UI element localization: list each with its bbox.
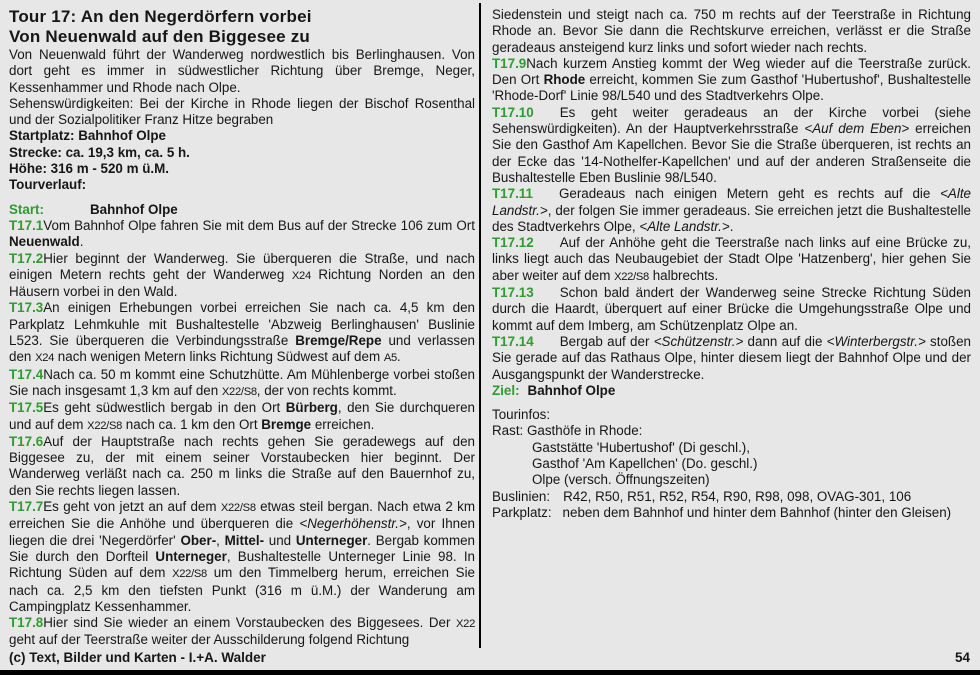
- rast-entry-2: [492, 456, 971, 472]
- text-segment: Es geht weiter geradeaus an der Kirche vorbei (siehe Sehenswürdigkeiten). An der Hauptverkehrsstraße: [492, 104, 971, 137]
- text-segment: Gasthof 'Am Kapellchen' (Do. geschl.): [532, 456, 758, 472]
- bold-text: Tourverlauf:: [9, 177, 87, 193]
- text-segment: etwas steil bergan. Nach etwa 2 km erreichen Sie die Anhöhe und überqueren die: [9, 499, 475, 532]
- text-segment: , den Sie durchqueren und auf dem: [9, 400, 475, 432]
- waypoint-label: T17.13: [492, 285, 534, 301]
- text-segment: , vor Ihnen liegen die drei 'Negerdörfer': [9, 516, 475, 548]
- text-segment: Siedenstein und steigt nach ca. 750 m rechts auf der Teerstraße in Richtung Rhode an. Bevor Sie dann die Rechtskurve erreichen, verlässt er die Straße geradeaus ansteigend kurz links und sofort wieder nach rechts.: [492, 7, 971, 55]
- street-name: <Negerhöhenstr.>: [299, 516, 407, 532]
- text-segment: , der folgen Sie immer geradeaus. Sie erreichen jetzt die Bushaltestelle des Stadtverkehrs Olpe,: [492, 202, 971, 234]
- strecke-line: [9, 145, 475, 161]
- waypoint-label: T17.14: [492, 333, 534, 349]
- text-segment: Vom Bahnhof Olpe fahren Sie mit dem Bus auf der Strecke 106 zum Ort: [43, 217, 475, 233]
- tab-spacer: [534, 345, 560, 346]
- bold-text: Unterneger: [295, 532, 368, 548]
- tab-spacer: [520, 394, 528, 395]
- text-segment: .: [79, 234, 84, 250]
- route-badge: X24: [35, 352, 55, 365]
- intro-paragraph: [9, 47, 475, 96]
- hoehe-line: [9, 161, 475, 177]
- text-segment: Tour 17: An den Negerdörfern vorbei: [9, 7, 312, 26]
- street-name: <Alte Landstr.>: [639, 218, 730, 234]
- text-segment: halbrechts.: [648, 267, 719, 283]
- text-segment: Hier beginnt der Wanderweg. Sie überqueren die Straße, und nach einigen Metern rechts geht der Wanderweg: [9, 250, 475, 282]
- text-segment: ,: [216, 532, 225, 548]
- bold-text: Strecke: ca. 19,3 km, ca. 5 h.: [9, 144, 190, 160]
- street-name: <Schützenstr.>: [653, 333, 744, 349]
- bold-text: Bremge: [261, 416, 312, 432]
- tab-spacer: [552, 516, 563, 517]
- text-segment: Von Neuenwald auf den Biggesee zu: [9, 27, 310, 46]
- bold-text: Rhode: [543, 72, 586, 88]
- route-badge: A5: [383, 352, 397, 365]
- text-segment: . Bergab kommen Sie durch den Dorfteil: [9, 532, 475, 564]
- waypoint-label: T17.9: [492, 55, 527, 71]
- route-badge: X22/S8: [172, 568, 207, 581]
- text-segment: Von Neuenwald führt der Wanderweg nordwestlich bis Berlinghausen. Von dort geht es immer in südwestlicher Richtung über Bremge, Neger, Kessenhammer und Rhode nach Olpe.: [9, 47, 475, 95]
- waypoint-t17-4: [9, 367, 475, 401]
- copyright-text: (c) Text, Bilder und Karten - I.+A. Walder: [9, 650, 266, 665]
- text-segment: nach wenigen Metern links Richtung Südwest auf dem: [54, 349, 384, 365]
- text-segment: und: [264, 532, 296, 548]
- waypoint-label: T17.1: [9, 217, 44, 233]
- bold-text: Neuenwald: [9, 234, 80, 250]
- waypoint-t17-14: [492, 334, 971, 383]
- waypoint-label: T17.3: [9, 300, 44, 316]
- text-segment: , der von rechts kommt.: [256, 382, 397, 398]
- route-badge: X22/S8: [220, 502, 256, 515]
- text-segment: Sehenswürdigkeiten: Bei der Kirche in Rhode liegen der Bischof Rosenthal und der Sozialpolitiker Franz Hitze begraben: [9, 95, 475, 128]
- street-name: <Winterbergstr.>: [826, 333, 926, 349]
- text-segment: geht auf der Teerstraße weiter der Ausschilderung folgend Richtung: [9, 632, 410, 648]
- buslinien-line: [492, 489, 971, 505]
- street-name: <Auf dem Eben>: [804, 121, 910, 137]
- waypoint-label: T17.4: [9, 366, 44, 382]
- text-column-left: [9, 7, 475, 649]
- continuation-paragraph: [492, 7, 971, 56]
- waypoint-t17-13: [492, 285, 971, 334]
- text-segment: Auf der Hauptstraße nach rechts gehen Sie geradewegs auf den Biggesee zu, der mit einem seiner Vorstaubecken hier beginnt. Der Wanderweg verläßt nach ca. 250 m links die Straße auf den Bauernhof zu, den Sie rechts liegen lassen.: [9, 433, 475, 498]
- text-segment: erreichen.: [311, 416, 375, 432]
- text-segment: dann auf die: [743, 333, 827, 349]
- bold-text: Bahnhof Olpe: [527, 382, 616, 398]
- bold-text: Ober-: [180, 532, 217, 548]
- text-segment: Auf der Anhöhe geht die Teerstraße nach links auf eine Brücke zu, links liegt auch das Neubaugebiet der Stadt Olpe 'Hatzenberg', hier gehen Sie aber weiter auf dem: [492, 235, 971, 283]
- waypoint-label: Start:: [9, 201, 44, 217]
- waypoint-t17-12: [492, 235, 971, 285]
- tab-spacer: [550, 500, 563, 501]
- text-segment: , Bushaltestelle Unterneger Linie 98. In Richtung Süden auf dem: [9, 548, 475, 581]
- route-badge: X22/S8: [614, 270, 649, 283]
- page-number: 54: [954, 650, 970, 665]
- blank-line: [9, 194, 475, 202]
- page-footer: [9, 650, 970, 666]
- tab-spacer: [534, 296, 560, 297]
- text-segment: stoßen Sie gerade auf das Rathaus Olpe, hinter diesem liegt der Bahnhof Olpe und der Ausgangspunkt der Wanderstrecke.: [492, 333, 971, 382]
- text-segment: Tourinfos:: [492, 407, 551, 423]
- text-segment: nach ca. 1 km den Ort: [122, 416, 262, 432]
- bold-text: Höhe: 316 m - 520 m ü.M.: [9, 161, 169, 177]
- rast-entry-3: [492, 472, 971, 488]
- waypoint-label: T17.10: [492, 104, 534, 120]
- text-segment: .: [396, 349, 401, 365]
- bold-text: Startplatz: Bahnhof Olpe: [9, 128, 166, 144]
- text-segment: neben dem Bahnhof und hinter dem Bahnhof (hinter den Gleisen): [562, 504, 952, 520]
- waypoint-t17-2: [9, 251, 475, 301]
- waypoint-t17-9: [492, 56, 971, 105]
- text-segment: Parkplatz:: [492, 504, 552, 520]
- tab-spacer: [534, 246, 560, 247]
- text-segment: erreicht, kommen Sie zum Gasthof 'Hubertushof', Bushaltestelle 'Rhode-Dorf' Linie 98/L540 und des Stadtverkehrs Olpe.: [492, 72, 971, 104]
- waypoint-label: T17.2: [9, 250, 44, 266]
- text-segment: R42, R50, R51, R52, R54, R90, R98, 098, OVAG-301, 106: [563, 488, 912, 504]
- tour-title-line-2: [9, 27, 475, 47]
- text-segment: Gaststätte 'Hubertushof' (Di geschl.),: [532, 439, 750, 455]
- waypoint-label: Ziel:: [492, 382, 520, 398]
- street-name: <Alte Landstr.>: [492, 186, 971, 218]
- waypoint-label: T17.11: [492, 186, 533, 202]
- text-segment: An einigen Erhebungen vorbei erreichen Sie nach ca. 4,5 km den Parkplatz Lehmkuhle mit Bushaltestelle 'Abzweig Berlinghausen' Buslinie L523. Sie überqueren die Verbindungsstraße: [9, 300, 475, 349]
- text-column-right: [492, 7, 971, 521]
- text-segment: Geradeaus nach einigen Metern geht es rechts auf die: [558, 186, 941, 202]
- waypoint-label: T17.12: [492, 235, 534, 251]
- waypoint-t17-1: [9, 218, 475, 251]
- waypoint-label: T17.7: [9, 499, 44, 515]
- bottom-bar: [0, 670, 980, 675]
- text-segment: Rast: Gasthöfe in Rhode:: [492, 423, 643, 439]
- text-segment: Buslinien:: [492, 488, 551, 504]
- waypoint-label: T17.8: [9, 615, 44, 631]
- tab-spacer: [44, 213, 90, 214]
- tourverlauf-line: [9, 177, 475, 193]
- tourinfos-heading: [492, 407, 971, 423]
- text-segment: Olpe (versch. Öffnungszeiten): [532, 472, 710, 488]
- tab-spacer: [534, 116, 560, 117]
- tab-spacer: [533, 197, 559, 198]
- text-segment: Es geht südwestlich bergab in den Ort: [43, 400, 286, 416]
- bold-text: Unterneger: [155, 548, 227, 564]
- waypoint-t17-10: [492, 105, 971, 186]
- text-segment: Nach ca. 50 m kommt eine Schutzhütte. Am Mühlenberge vorbei stoßen Sie nach insgesamt 1,3 km auf den: [9, 366, 475, 398]
- blank-line: [492, 399, 971, 407]
- column-divider: [479, 3, 481, 648]
- bold-text: Mittel-: [224, 532, 265, 548]
- parkplatz-line: [492, 505, 971, 521]
- text-segment: Bergab auf der: [559, 333, 654, 349]
- startplatz-line: [9, 128, 475, 144]
- route-badge: X22: [455, 618, 475, 631]
- text-segment: Nach kurzem Anstieg kommt der Weg wieder auf die Teerstraße zurück. Den Ort: [492, 55, 971, 88]
- text-segment: und verlassen den: [9, 333, 476, 365]
- waypoint-t17-5: [9, 400, 475, 434]
- waypoint-t17-8: [9, 615, 475, 649]
- waypoint-t17-3: [9, 300, 475, 366]
- route-badge: X22/S8: [87, 419, 123, 432]
- waypoint-label: T17.5: [9, 400, 44, 416]
- text-segment: Richtung Norden an den Häusern vorbei in den Wald.: [9, 266, 475, 300]
- ziel-line: [492, 383, 971, 399]
- bold-text: Bürberg: [285, 400, 338, 416]
- start-line: [9, 202, 475, 218]
- waypoint-t17-6: [9, 434, 475, 499]
- text-segment: um den Timmelberg herum, erreichen Sie nach ca. 2,5 km den tiefsten Punkt (316 m ü.M.) der Wanderung am Campingplatz Kessenhammer.: [9, 565, 475, 614]
- text-segment: Schon bald ändert der Wanderweg seine Strecke Richtung Süden durch die Haardt, überquert auf einer Brücke die Umgehungsstraße Olpe und kommt auf dem Imberg, am Schützenplatz Olpe an.: [492, 285, 971, 333]
- route-badge: X22/S8: [221, 385, 257, 398]
- waypoint-t17-11: [492, 186, 971, 235]
- route-badge: X24: [291, 269, 311, 282]
- text-segment: Es geht von jetzt an auf dem: [43, 499, 221, 515]
- text-segment: erreichen Sie den Gasthof Am Kapellchen. Bevor Sie die Straße überqueren, ist rechts an der Ecke das '14-Nothelfer-Kapellchen' und auf der anderen Straßenseite die Bushaltestelle Eben Buslinie 98/L540.: [492, 121, 971, 185]
- bold-text: Bahnhof Olpe: [89, 201, 178, 217]
- bold-text: Bremge/Repe: [295, 333, 382, 349]
- waypoint-label: T17.6: [9, 433, 44, 449]
- rast-line: [492, 423, 971, 439]
- text-segment: Hier sind Sie wieder an einem Vorstaubecken des Biggesees. Der: [43, 615, 456, 631]
- waypoint-t17-7: [9, 499, 475, 615]
- text-segment: .: [729, 218, 734, 234]
- tour-title-line-1: [9, 7, 475, 27]
- sights-paragraph: [9, 96, 475, 129]
- rast-entry-1: [492, 440, 971, 456]
